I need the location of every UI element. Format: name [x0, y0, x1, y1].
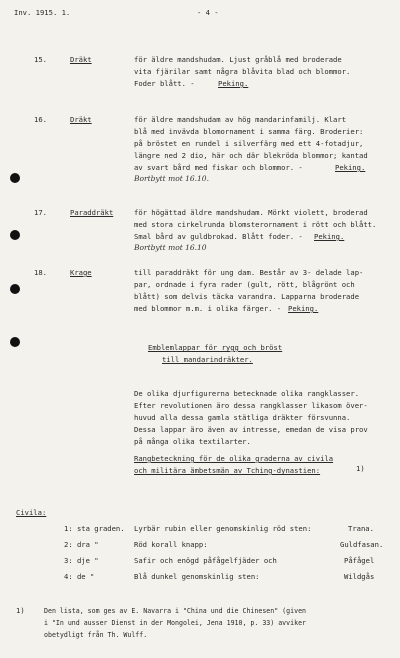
entry-line: för äldre mandshudam. Ljust gråblå med broderade [134, 55, 342, 64]
entry-label: Dräkt [70, 55, 92, 64]
footnote-line: Den lista, som ges av E. Navarra i "China und die Chinesen" (given [44, 607, 307, 615]
footnote-mark: 1) [16, 606, 25, 615]
rank-description: Lyrbär rubin eller genomskinlig röd sten: [134, 524, 312, 533]
punch-hole [10, 337, 20, 347]
entry-line: med stora cirkelrunda blomsterornament i rött och blått. [134, 220, 377, 229]
rank-description: Safir och enögd påfågelfjäder och [134, 556, 277, 565]
entry-place: Peking. [288, 304, 319, 313]
rank-bird: Trana. [348, 524, 374, 533]
entry-line: på bröstet en rundel i silverfärg med ett 4-fotadjur, [134, 139, 364, 148]
entry-number: 18. [34, 268, 47, 277]
rank-bird: Guldfasan. [340, 540, 384, 549]
rank-description: Blå dunkel genomskinlig sten: [134, 572, 260, 581]
handwritten-note: Bortbytt mot 16.10. [134, 174, 209, 183]
entry-line: för högättad äldre mandshudam. Mörkt violett, broderad [134, 208, 368, 217]
entry-line: Foder blått. - [134, 79, 195, 88]
entry-place: Peking. [335, 163, 366, 172]
rank-bird: Påfågel [344, 556, 375, 565]
entry-number: 15. [34, 55, 47, 64]
punch-hole [10, 284, 20, 294]
rank-grade: 1: sta graden. [64, 524, 125, 533]
entry-label: Paraddräkt [70, 208, 114, 217]
paragraph-line: huvud alla dessa gamla stätliga dräkter försvunna. [134, 413, 351, 422]
punch-hole [10, 230, 20, 240]
page-number: - 4 - [197, 8, 219, 17]
section-heading: Emblemlappar för rygg och bröst [148, 343, 283, 352]
rank-grade: 3: dje " [64, 556, 99, 565]
civila-label: Civila: [16, 508, 47, 517]
section-heading: till mandarindräkter. [162, 355, 253, 364]
entry-place: Peking. [218, 79, 249, 88]
footnote-reference: 1) [356, 464, 365, 473]
punch-hole [10, 173, 20, 183]
paragraph-line: De olika djurfigurerna betecknade olika rangklasser. [134, 389, 360, 398]
entry-line: par, ordnade i fyra rader (gult, rött, blågrönt och [134, 280, 355, 289]
entry-line: av svart bård med fiskar och blommor. - [134, 163, 303, 172]
entry-line: längre ned 2 dio, här och där blekröda blommor; kantad [134, 151, 368, 160]
handwritten-note: Bortbytt mot 16.10 [134, 243, 207, 252]
entry-number: 16. [34, 115, 47, 124]
entry-line: vita fjärilar samt några blåvita blad och blommor. [134, 67, 351, 76]
rank-description: Röd korall knapp: [134, 540, 208, 549]
entry-line: Smal bård av guldbrokad. Blått foder. - [134, 232, 303, 241]
entry-line: med blommor m.m. i olika färger. - [134, 304, 282, 313]
entry-line: blå med invävda blomornament i samma färg. Broderier: [134, 127, 364, 136]
rank-bird: Wildgås [344, 572, 375, 581]
rank-grade: 4: de " [64, 572, 95, 581]
footnote-line: obetydligt från Th. Wulff. [44, 631, 148, 639]
paragraph-line: på många olika textilarter. [134, 437, 251, 446]
rank-grade: 2: dra " [64, 540, 99, 549]
rank-heading: och militära ämbetsmän av Tching-dynastien: [134, 466, 321, 475]
entry-line: för äldre mandshudam av hög mandarinfamilj. Klart [134, 115, 347, 124]
entry-line: blått) som delvis täcka varandra. Lapparna broderade [134, 292, 360, 301]
entry-number: 17. [34, 208, 47, 217]
entry-place: Peking. [314, 232, 345, 241]
paragraph-line: Efter revolutionen äro dessa rangklasser likasom över- [134, 401, 368, 410]
entry-line: till paraddräkt för ung dam. Består av 3- delade lap- [134, 268, 364, 277]
entry-label: Dräkt [70, 115, 92, 124]
footnote-line: i "In und ausser Dienst in der Mongolei, Jena 1910, p. 33) avviker [44, 619, 307, 627]
paragraph-line: Dessa lappar äro även av intresse, emedan de visa prov [134, 425, 368, 434]
inventory-number: Inv. 1915. 1. [14, 8, 71, 17]
rank-heading: Rangbeteckning för de olika graderna av civila [134, 454, 334, 463]
entry-label: Krage [70, 268, 92, 277]
